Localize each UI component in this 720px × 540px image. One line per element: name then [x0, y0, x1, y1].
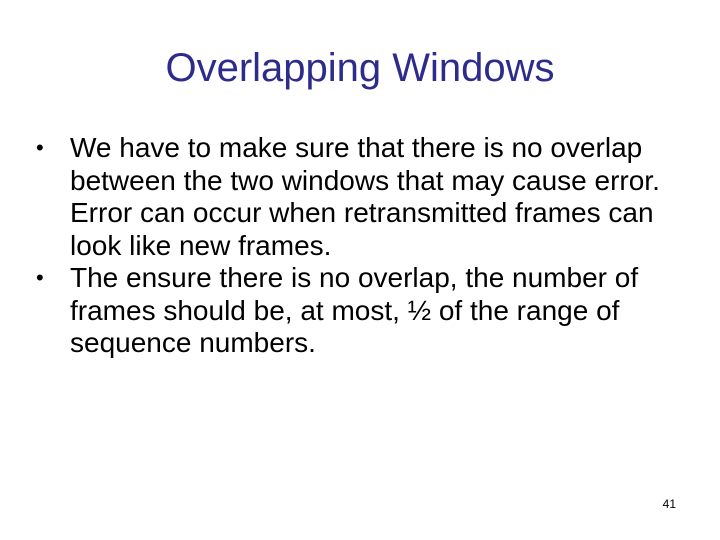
bullet-text: We have to make sure that there is no overlap between the two windows that may cause error. Error can occur when retransmitted frames can look like new frames.	[70, 132, 660, 261]
bullet-text: The ensure there is no overlap, the number of frames should be, at most, ½ of the range of sequence numbers.	[70, 262, 639, 358]
bullet-list	[36, 132, 696, 360]
bullet-dot-icon: •	[36, 135, 44, 160]
page-number: 41	[662, 497, 676, 511]
bullet-dot-icon: •	[36, 265, 44, 290]
slide-title: Overlapping Windows	[165, 46, 555, 90]
bullet-item	[36, 262, 696, 360]
bullet-item	[36, 132, 696, 262]
